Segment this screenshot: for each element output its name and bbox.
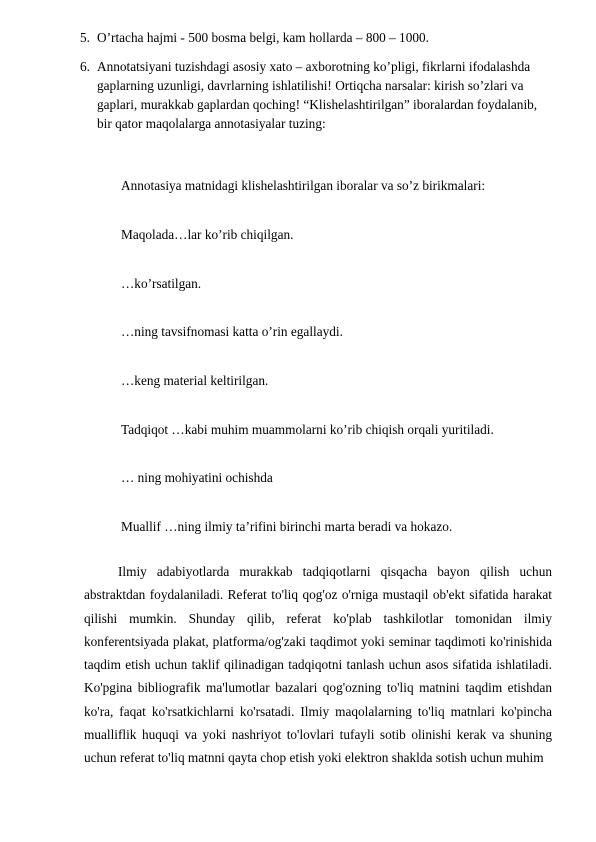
list-item-number: 5. [80, 30, 90, 45]
pattern-line: Tadqiqot …kabi muhim muammolarni ko’rib chiqish orqali yuritiladi. [121, 422, 494, 437]
pattern-line: …keng material keltirilgan. [121, 373, 269, 388]
pattern-line: Maqolada…lar ko’rib chiqilgan. [121, 227, 294, 242]
list-item-6 [80, 57, 550, 133]
pattern-line: …ko’rsatilgan. [121, 276, 202, 291]
list-item-5 [80, 28, 550, 47]
pattern-heading: Annotasiya matnidagi klishelashtirilgan iboralar va so’z birikmalari: [121, 178, 486, 193]
pattern-line: …ning tavsifnomasi katta o’rin egallaydi. [121, 324, 343, 339]
list-item-text: O’rtacha hajmi - 500 bosma belgi, kam hollarda – 800 – 1000. [97, 30, 429, 45]
body-paragraph: Ilmiy adabiyotlarda murakkab tadqiqotlarni qisqacha bayon qilish uchun abstraktdan foydalaniladi. Referat to'liq qog'oz o'rniga mustaqil ob'ekt sifatida harakat qilishi mumkin. Shunday qilib, referat ko'plab tashkilotlar tomonidan ilmiy konferentsiyada plakat, platforma/og'zaki taqdimot yoki seminar taqdimoti ko'rinishida taqdim etish uchun taklif qilinadigan tadqiqotni tanlash uchun asos sifatida ishlatiladi. Ko'pgina bibliografik ma'lumotlar bazalari qog'ozning to'liq matnini taqdim etishdan ko'ra, faqat ko'rsatkichlarni ko'rsatadi. Ilmiy maqolalarning to'liq matnlari ko'pincha mualliflik huquqi va yoki nashriyot to'lovlari tufayli sotib olinishi kerak va shuning uchun referat to'liq matnni qayta chop etish yoki elektron shaklda sotish uchun muhim [84, 564, 552, 766]
list-item-number: 6. [80, 59, 90, 74]
list-item-text: Annotatsiyani tuzishdagi asosiy xato – axborotning ko’pligi, fikrlarni ifodalashda gaplarning uzunligi, davrlarning ishlatilishi! Ortiqcha narsalar: kirish so’zlari va gaplari, murakkab gaplardan qoching! “Klishelashtirilgan” iboralardan foydalanib, bir qator maqolalarga annotasiyalar tuzing: [97, 59, 538, 131]
pattern-line: Muallif …ning ilmiy ta’rifini birinchi marta beradi va hokazo. [121, 519, 453, 534]
pattern-line: … ning mohiyatini ochishda [121, 470, 273, 485]
